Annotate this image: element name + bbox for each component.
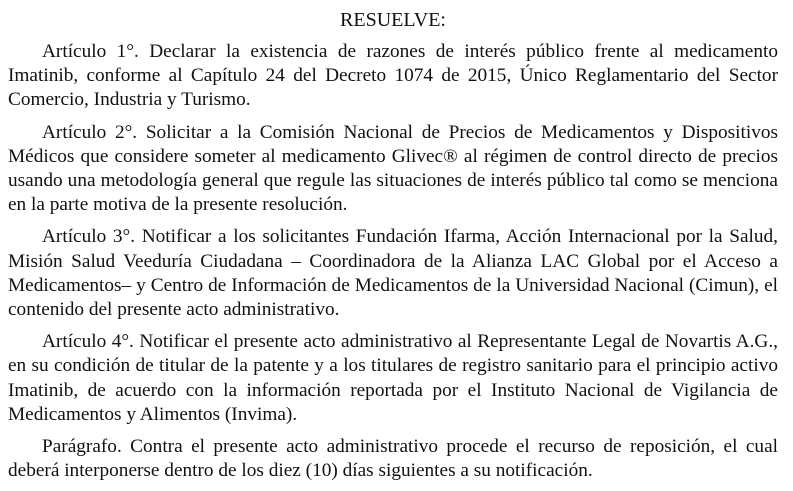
article-3-paragraph: Artículo 3°. Notificar a los solicitantes Fundación Ifarma, Acción Internacional por la Salud, Misión Salud Veeduría Ciudadana – Coordinadora de la Alianza LAC Global por el Acceso a Medicamentos– y Centro de Información de Medicamentos de la Universidad Nacional (Cimun), el contenido del presente acto administrativo. (8, 226, 778, 321)
article-2-paragraph: Artículo 2°. Solicitar a la Comisión Nacional de Precios de Medicamentos y Dispositivos Médicos que considere someter al medicamento Glivec® al régimen de control directo de precios usando una metodología general que regule las situaciones de interés público tal como se menciona en la parte motiva de la presente resolución. (8, 121, 778, 216)
article-1-paragraph: Artículo 1°. Declarar la existencia de razones de interés público frente al medicamento Imatinib, conforme al Capítulo 24 del Decreto 1074 de 2015, Único Reglamentario del Sector Comercio, Industria y Turismo. (8, 41, 778, 111)
article-4-paragraph: Artículo 4°. Notificar el presente acto administrativo al Representante Legal de Novartis A.G., en su condición de titular de la patente y a los titulares de registro sanitario para el principio activo Imatinib, de acuerdo con la información reportada por el Instituto Nacional de Vigilancia de Medicamentos y Alimentos (Invima). (8, 331, 778, 425)
resolution-body (8, 40, 778, 491)
resolution-heading: RESUELVE: (340, 9, 446, 31)
paragrafo-paragraph: Parágrafo. Contra el presente acto administrativo procede el recurso de reposición, el cual deberá interponerse dentro de los diez (10) días siguientes a su notificación. (8, 436, 778, 482)
document-page (8, 0, 778, 482)
